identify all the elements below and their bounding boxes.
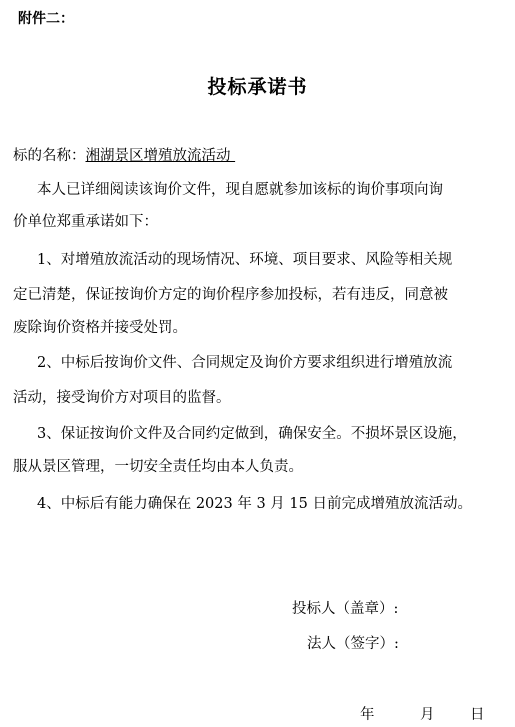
date-day-label: 日 — [470, 707, 485, 723]
paragraph-3-line-1: 2、中标后按询价文件、合同规定及询价方要求组织进行增殖放流 — [37, 355, 453, 371]
attachment-label: 附件二： — [18, 11, 74, 27]
paragraph-2-line-1: 1、对增殖放流活动的现场情况、环境、项目要求、风险等相关规 — [37, 252, 453, 268]
project-line — [13, 146, 235, 166]
paragraph-2-line-2: 定已清楚，保证按询价方定的询价程序参加投标，若有违反，同意被 — [13, 287, 448, 303]
legal-rep-signature-label: 法人（签字）: — [307, 636, 399, 652]
paragraph-4-line-1: 3、保证按询价文件及合同约定做到，确保安全。不损坏景区设施， — [37, 426, 467, 442]
paragraph-2-line-3: 废除询价资格并接受处罚。 — [13, 320, 187, 336]
project-label: 标的名称： — [13, 148, 86, 164]
paragraph-1-line-2: 价单位郑重承诺如下： — [13, 214, 158, 230]
project-name: 湘湖景区增殖放流活动 — [85, 148, 231, 164]
paragraph-4-line-2: 服从景区管理，一切安全责任均由本人负责。 — [13, 459, 303, 475]
date-month-label: 月 — [420, 707, 435, 723]
bidder-seal-label: 投标人（盖章）: — [292, 601, 399, 617]
paragraph-1-line-1: 本人已详细阅读该询价文件，现自愿就参加该标的询价事项向询 — [37, 182, 443, 198]
date-year-label: 年 — [360, 707, 375, 723]
paragraph-3-line-2: 活动，接受询价方对项目的监督。 — [13, 390, 231, 406]
document-title: 投标承诺书 — [207, 76, 308, 98]
paragraph-5-line-1: 4、中标后有能力确保在 2023 年 3 月 15 日前完成增殖放流活动。 — [37, 496, 472, 512]
